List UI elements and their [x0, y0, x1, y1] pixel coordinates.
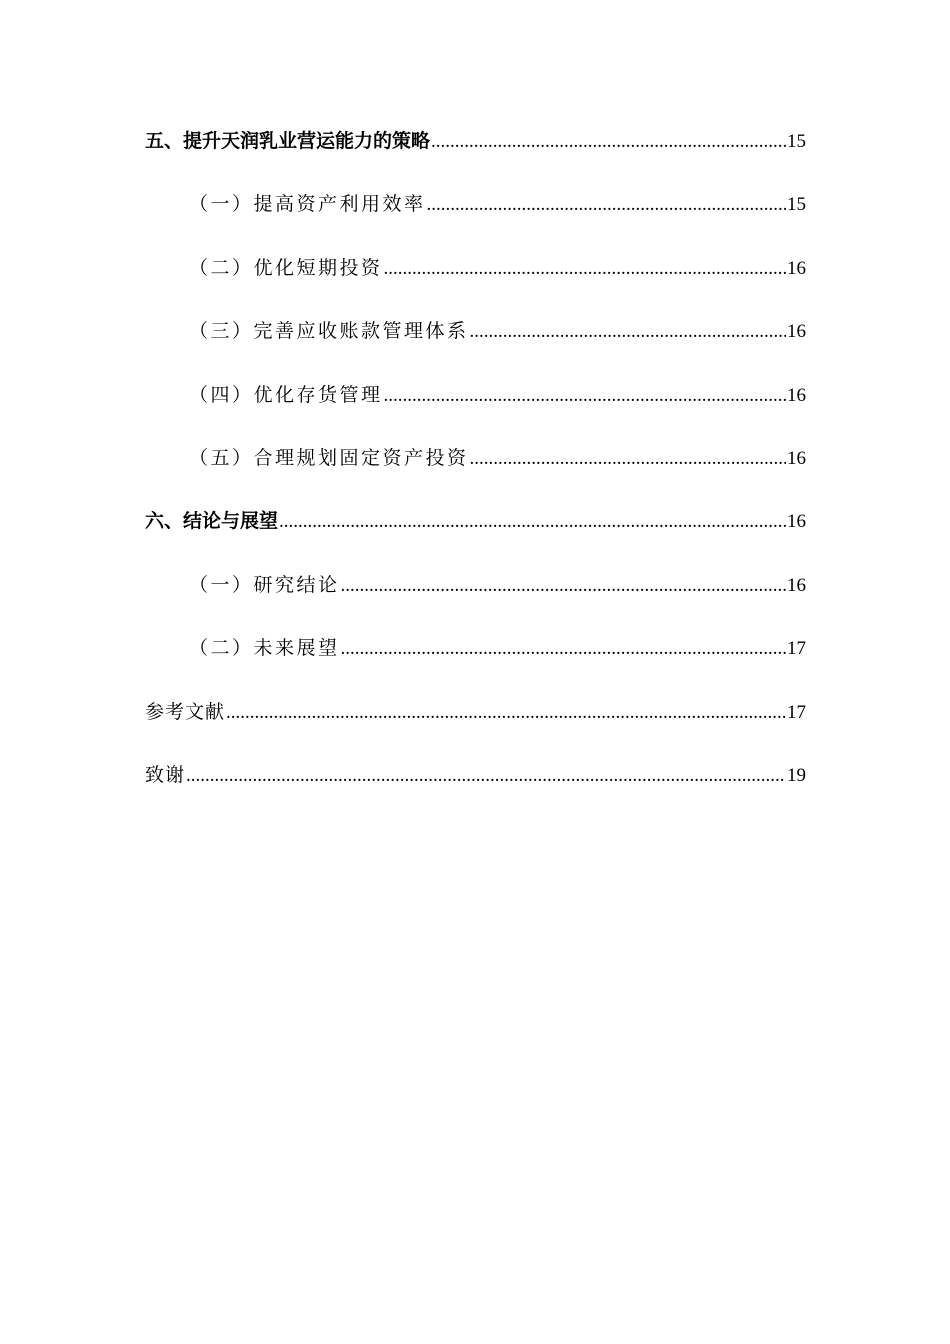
toc-dot-leader	[384, 378, 786, 413]
toc-entry-page: 15	[787, 131, 806, 152]
toc-entry-references[interactable]	[145, 695, 806, 758]
toc-dot-leader	[427, 187, 786, 222]
toc-entry-label: 致谢	[145, 763, 186, 786]
toc-entry-page: 16	[787, 447, 806, 469]
toc-entry-label: （三）完善应收账款管理体系	[189, 320, 469, 343]
toc-entry-label: （五）合理规划固定资产投资	[189, 446, 469, 469]
toc-entry-5-5[interactable]	[145, 441, 806, 504]
toc-dot-leader	[470, 314, 786, 349]
toc-entry-label: （一）研究结论	[189, 573, 340, 596]
toc-entry-label: 参考文献	[145, 700, 226, 723]
toc-dot-leader	[186, 758, 786, 793]
toc-entry-6-1[interactable]	[145, 568, 806, 631]
toc-entry-label: （二）未来展望	[189, 637, 340, 660]
toc-entry-label: （二）优化短期投资	[189, 256, 383, 279]
toc-entry-5-1[interactable]	[145, 187, 806, 250]
toc-entry-label: 五、提升天润乳业营运能力的策略	[145, 130, 431, 152]
toc-entry-6-2[interactable]	[145, 631, 806, 694]
toc-dot-leader	[431, 124, 786, 159]
toc-entry-page: 17	[787, 701, 806, 723]
toc-entry-page: 16	[787, 574, 806, 596]
toc-entry-5-4[interactable]	[145, 378, 806, 441]
toc-dot-leader	[470, 441, 786, 476]
table-of-contents	[145, 124, 806, 821]
toc-dot-leader	[341, 568, 786, 603]
toc-entry-5-3[interactable]	[145, 314, 806, 377]
toc-dot-leader	[384, 251, 786, 286]
toc-dot-leader	[341, 631, 786, 666]
toc-dot-leader	[279, 504, 786, 539]
toc-entry-page: 16	[787, 384, 806, 406]
toc-entry-label: 六、结论与展望	[145, 510, 279, 533]
toc-entry-page: 15	[787, 194, 806, 216]
toc-entry-label: （一）提高资产利用效率	[189, 193, 426, 216]
toc-entry-label: （四）优化存货管理	[189, 383, 383, 406]
toc-entry-page: 16	[787, 257, 806, 279]
toc-entry-page: 19	[787, 764, 806, 786]
toc-entry-acknowledgements[interactable]	[145, 758, 806, 821]
toc-entry-page: 16	[787, 321, 806, 343]
toc-entry-section-6[interactable]	[145, 504, 806, 567]
toc-dot-leader	[226, 695, 786, 730]
toc-entry-5-2[interactable]	[145, 251, 806, 314]
toc-entry-section-5[interactable]	[145, 124, 806, 187]
toc-entry-page: 17	[787, 638, 806, 660]
toc-entry-page: 16	[787, 511, 806, 533]
